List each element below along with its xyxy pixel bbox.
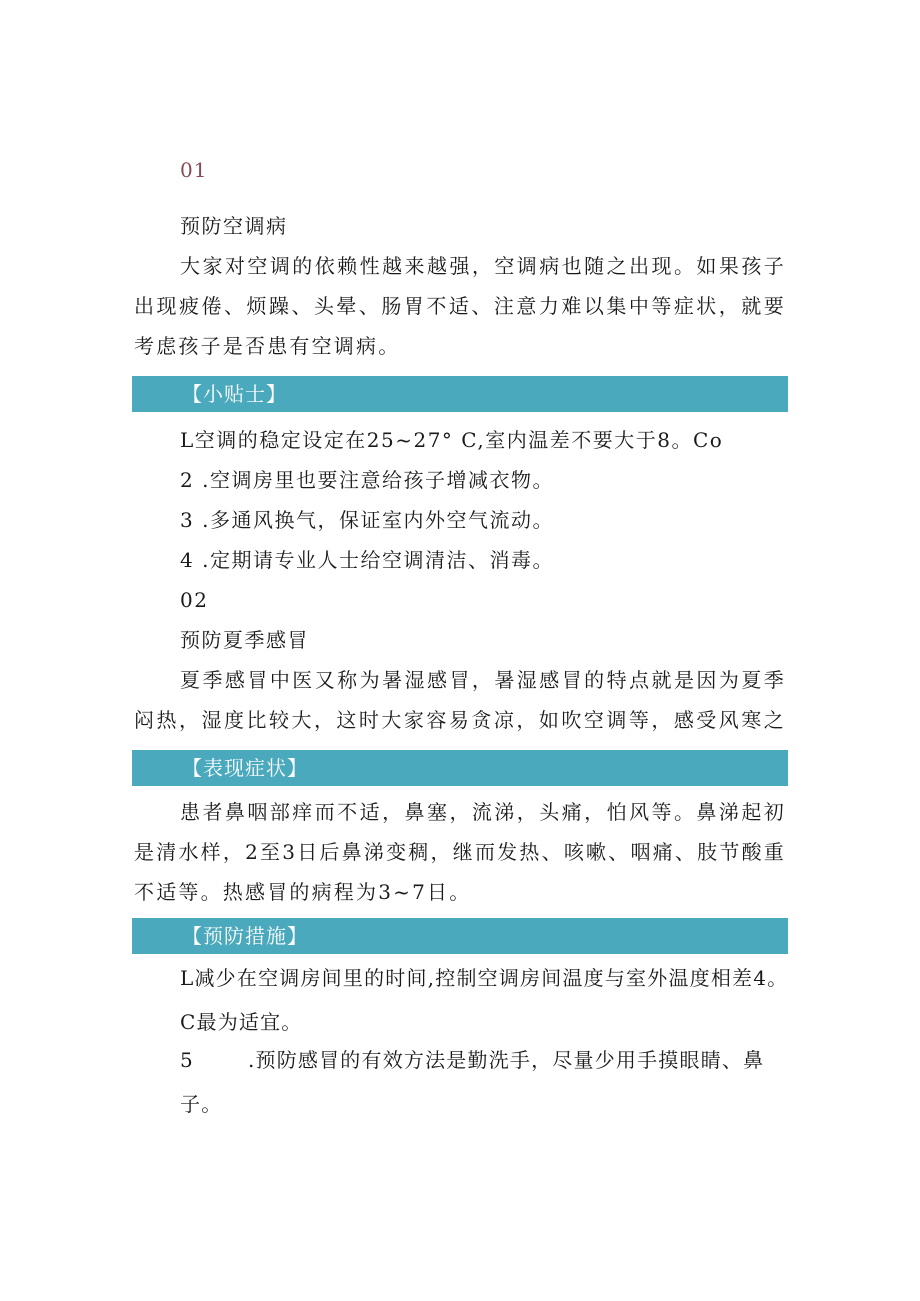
symptoms-body: 患者鼻咽部痒而不适，鼻塞，流涕，头痛，怕风等。鼻涕起初是清水样，2至3日后鼻涕变稠，继而发热、咳嗽、咽痛、肢节酸重不适等。热感冒的病程为3~7日。 — [134, 800, 786, 904]
tips-header-label: 【小贴士】 — [182, 382, 287, 406]
prevention-header-label: 【预防措施】 — [182, 924, 308, 948]
symptoms-header-bar — [132, 750, 788, 786]
tip-item-4: 4 .定期请专业人士给空调清洁、消毒。 — [180, 548, 554, 572]
prevention-item-1 — [134, 956, 794, 1044]
tips-header-bar — [132, 376, 788, 412]
section-body-summer-cold: 夏季感冒中医又称为暑湿感冒，暑湿感冒的特点就是因为夏季闷热，湿度比较大，这时大家容易贪凉，如吹空调等，感受风寒之 — [134, 668, 786, 732]
prevention-header-bar — [132, 918, 788, 954]
tip-item-3: 3 .多通风换气，保证室内外空气流动。 — [180, 508, 554, 532]
section-number-01: 01 — [180, 158, 208, 182]
prevention-item-2-text: .预防感冒的有效方法是勤洗手，尽量少用手摸眼睛、鼻子。 — [180, 1048, 765, 1116]
prevention-item-2 — [134, 1038, 794, 1126]
prevention-item-1-text: L减少在空调房间里的时间,控制空调房间温度与室外温度相差4。C最为适宜。 — [180, 966, 789, 1034]
symptoms-header-label: 【表现症状】 — [182, 756, 308, 780]
section-number-02: 02 — [180, 588, 209, 612]
prevention-item-2-number: 5 — [180, 1048, 194, 1072]
section-title-air-conditioning: 预防空调病 — [180, 214, 288, 238]
tip-item-1: L空调的稳定设定在25~27° C,室内温差不要大于8。Co — [180, 428, 724, 452]
tip-item-2: 2 .空调房里也要注意给孩子增减衣物。 — [180, 468, 554, 492]
section-title-summer-cold: 预防夏季感冒 — [180, 628, 309, 652]
section-body-air-conditioning: 大家对空调的依赖性越来越强，空调病也随之出现。如果孩子出现疲倦、烦躁、头晕、肠胃不适、注意力难以集中等症状，就要考虑孩子是否患有空调病。 — [134, 254, 786, 358]
prevention-item-2-line — [134, 1038, 794, 1126]
